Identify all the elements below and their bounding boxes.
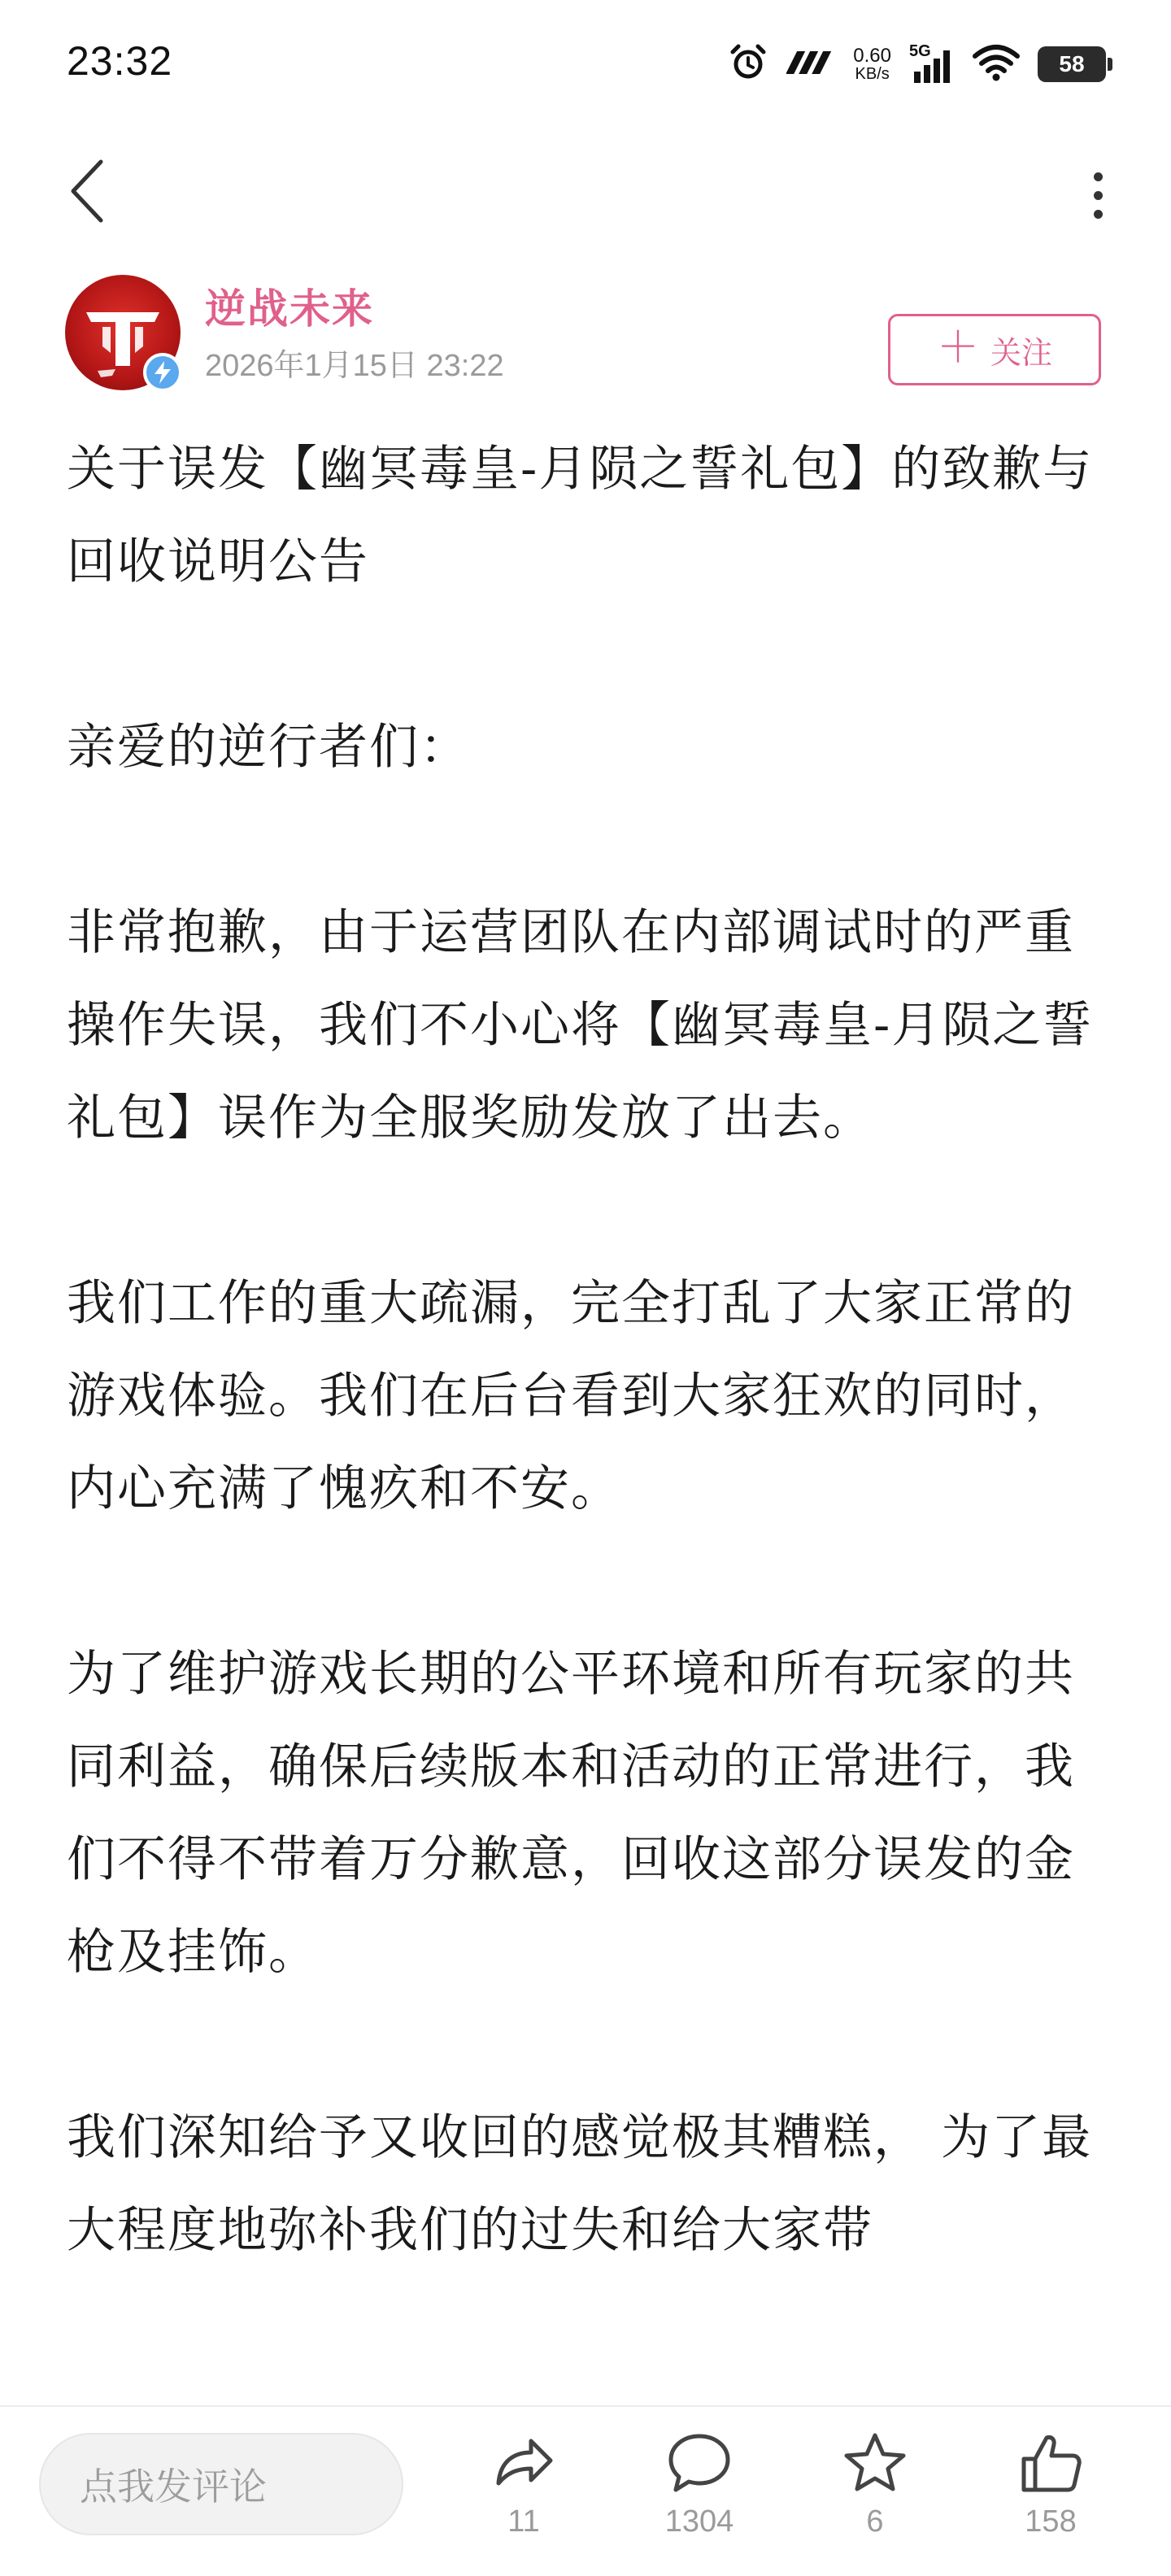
more-vertical-icon — [1094, 172, 1103, 181]
back-button[interactable] — [59, 154, 115, 228]
article-paragraph: 我们深知给予又收回的感觉极其糟糕， 为了最大程度地弥补我们的过失和给大家带 — [67, 2109, 1093, 2259]
post-time: 2026年1月15日 23:22 — [205, 349, 504, 383]
net-speed-value: 0.60 — [853, 44, 891, 67]
network-type: 5G — [909, 42, 931, 60]
plus-icon: ＋ — [936, 324, 979, 372]
article-paragraph: 为了维护游戏长期的公平环境和所有玩家的共同利益，确保后续版本和活动的正常进行，我们不得不带着万分歉意，回收这部分误发的金枪及挂饰。 — [67, 1646, 1075, 1981]
battery-icon — [1038, 46, 1106, 82]
article-paragraph: 亲爱的逆行者们： — [67, 719, 470, 776]
favorite-button[interactable] — [818, 2430, 932, 2539]
like-count: 158 — [1025, 2504, 1077, 2539]
wifi-icon — [973, 44, 1020, 85]
alarm-icon — [728, 42, 768, 86]
comment-count: 1304 — [664, 2504, 734, 2539]
share-icon — [490, 2430, 557, 2496]
article-title: 关于误发【幽冥毒皇-月陨之誓礼包】的致歉与回收说明公告 — [67, 441, 1094, 590]
comment-input[interactable] — [39, 2433, 403, 2535]
net-speed — [853, 46, 891, 83]
status-bar — [0, 0, 1171, 130]
status-time: 23:32 — [67, 38, 173, 84]
lightning-icon — [152, 360, 173, 385]
star-icon — [842, 2430, 908, 2496]
favorite-count: 6 — [866, 2504, 884, 2539]
app-notification-icon — [786, 46, 835, 82]
more-dot — [1094, 191, 1103, 200]
article-paragraph: 我们工作的重大疏漏，完全打乱了大家正常的游戏体验。我们在后台看到大家狂欢的同时，内心充满了愧疚和不安。 — [67, 1275, 1075, 1517]
more-button[interactable] — [1073, 163, 1122, 228]
follow-label: 关注 — [990, 334, 1053, 371]
battery-level: 58 — [1059, 51, 1085, 76]
follow-button[interactable] — [888, 314, 1101, 385]
article-paragraph: 非常抱歉，由于运营团队在内部调试时的严重操作失误，我们不小心将【幽冥毒皇-月陨之誓礼包】误作为全服奖励发放了出去。 — [67, 904, 1094, 1147]
article-body — [67, 423, 1108, 2369]
comment-icon — [666, 2430, 733, 2496]
comment-button[interactable] — [642, 2430, 756, 2539]
verified-badge — [143, 353, 182, 392]
signal-icon — [909, 44, 955, 85]
chevron-left-icon — [68, 159, 106, 224]
comment-placeholder: 点我发评论 — [80, 2465, 267, 2509]
thumbs-up-icon — [1017, 2430, 1084, 2496]
more-dot — [1094, 210, 1103, 219]
status-icons — [728, 36, 1106, 93]
like-button[interactable] — [994, 2430, 1108, 2539]
net-speed-unit: KB/s — [855, 65, 890, 84]
share-count: 11 — [507, 2504, 540, 2539]
bottom-action-bar — [0, 2405, 1171, 2576]
share-button[interactable] — [467, 2430, 581, 2539]
author-name[interactable]: 逆战未来 — [205, 285, 374, 333]
